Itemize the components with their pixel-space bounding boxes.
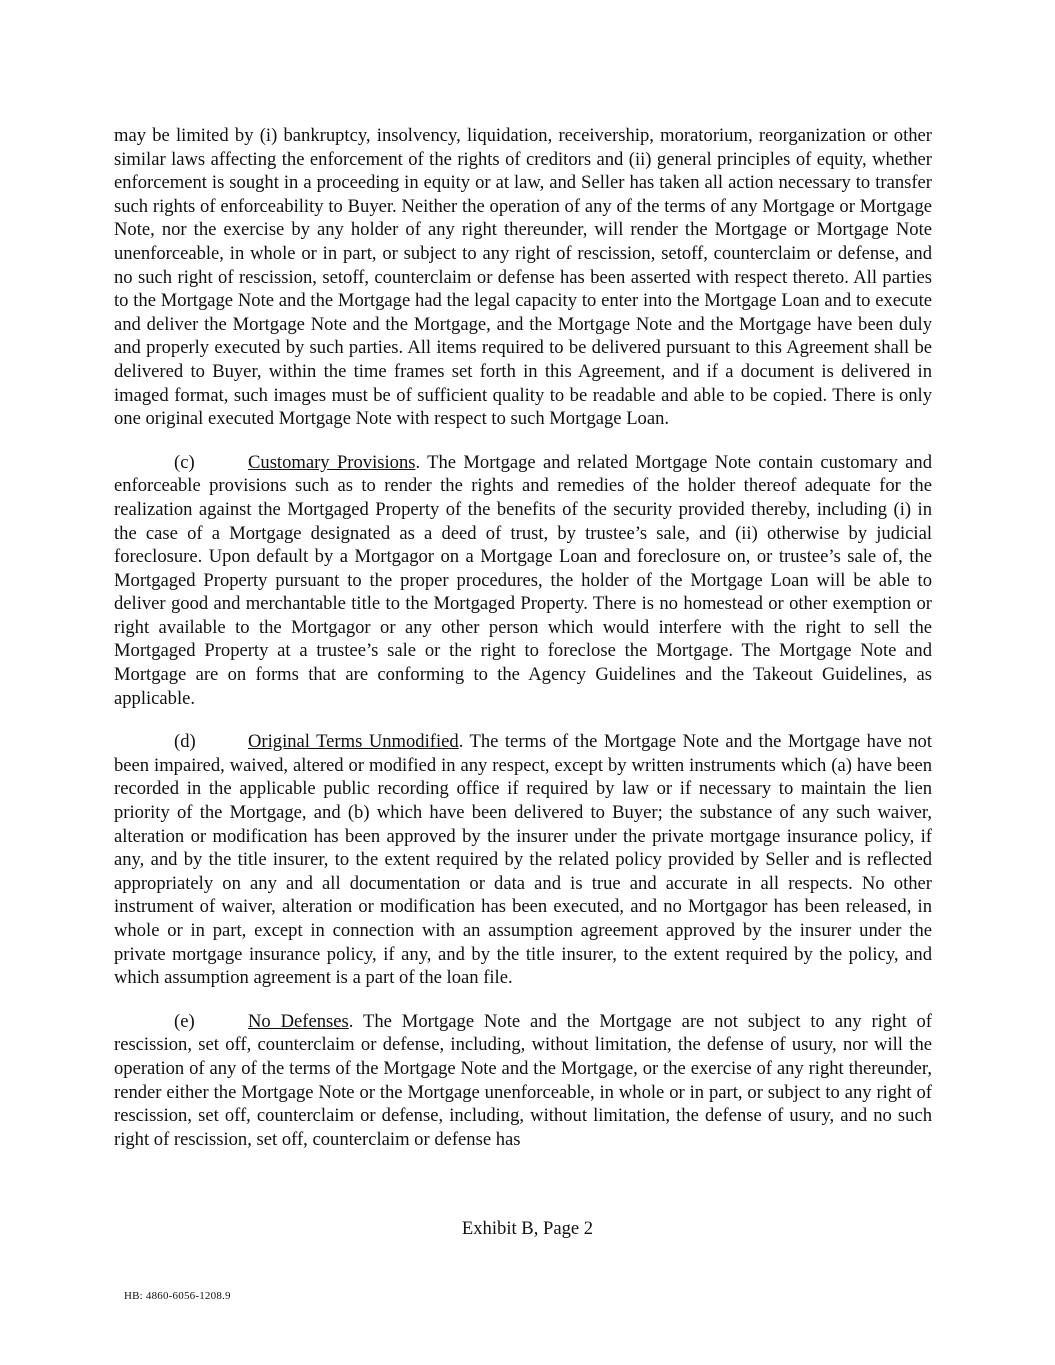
paragraph-customary-provisions [114, 451, 932, 711]
paragraph-number: (e) [174, 1010, 195, 1032]
paragraph-original-terms-unmodified [114, 730, 932, 990]
paragraph-number: (d) [174, 731, 196, 753]
paragraph-continued [114, 124, 932, 431]
page-footer-label: Exhibit B, Page 2 [461, 1218, 594, 1239]
document-body [114, 124, 932, 1151]
paragraph-heading: Customary Provisions [248, 451, 416, 473]
paragraph-text: . The Mortgage Note and the Mortgage are not subject to any right of rescission, set off, counterclaim or defense, including, without limitation, the defense of usury, nor will the operation of any of the terms of the Mortgage Note and the Mortgage, or the exercise of any right thereunder, render either the Mortgage Note or the Mortgage unenforceable, in whole or in part, or subject to any right of rescission, set off, counterclaim or defense, including, without limitation, the defense of usury, and no such right of rescission, set off, counterclaim or defense has [114, 1010, 932, 1150]
paragraph-text: . The terms of the Mortgage Note and the Mortgage have not been impaired, waived, altered or modified in any respect, except by written instruments which (a) have been recorded in the applicable public recording office if required by law or if necessary to maintain the lien priority of the Mortgage, and (b) which have been delivered to Buyer; the substance of any such waiver, alteration or modification has been approved by the insurer under the private mortgage insurance policy, if any, and by the title insurer, to the extent required by the related policy provided by Seller and is reflected appropriately on any and all documentation or data and is true and accurate in all respects. No other instrument of waiver, alteration or modification has been executed, and no Mortgagor has been released, in whole or in part, except in connection with an assumption agreement approved by the insurer under the private mortgage insurance policy, if any, and by the title insurer, to the extent required by the policy, and which assumption agreement is a part of the loan file. [114, 731, 932, 989]
paragraph-heading: Original Terms Unmodified [248, 731, 459, 753]
paragraph-text: may be limited by (i) bankruptcy, insolvency, liquidation, receivership, moratorium, reorganization or other similar laws affecting the enforcement of the rights of creditors and (ii) general principles of equity, whether enforcement is sought in a proceeding in equity or at law, and Seller has taken all action necessary to transfer such rights of enforceability to Buyer. Neither the operation of any of the terms of any Mortgage or Mortgage Note, nor the exercise by any holder of any right thereunder, will render the Mortgage or Mortgage Note unenforceable, in whole or in part, or subject to any right of rescission, setoff, counterclaim or defense, and no such right of rescission, setoff, counterclaim or defense has been asserted with respect thereto. All parties to the Mortgage Note and the Mortgage had the legal capacity to enter into the Mortgage Loan and to execute and deliver the Mortgage Note and the Mortgage, and the Mortgage Note and the Mortgage have been duly and properly executed by such parties. All items required to be delivered pursuant to this Agreement shall be delivered to Buyer, within the time frames set forth in this Agreement, and if a document is delivered in imaged format, such images must be of sufficient quality to be readable and able to be copied. There is only one original executed Mortgage Note with respect to such Mortgage Loan. [114, 125, 932, 430]
paragraph-no-defenses [114, 1010, 932, 1152]
paragraph-heading: No Defenses [248, 1010, 349, 1032]
document-id: HB: 4860-6056-1208.9 [124, 1290, 231, 1302]
paragraph-number: (c) [174, 451, 195, 473]
paragraph-text: . The Mortgage and related Mortgage Note contain customary and enforceable provisions such as to render the rights and remedies of the holder thereof adequate for the realization against the Mortgaged Property of the benefits of the security provided thereby, including (i) in the case of a Mortgage designated as a deed of trust, by trustee’s sale, and (ii) otherwise by judicial foreclosure. Upon default by a Mortgagor on a Mortgage Loan and foreclosure on, or trustee’s sale of, the Mortgaged Property pursuant to the proper procedures, the holder of the Mortgage Loan will be able to deliver good and merchantable title to the Mortgaged Property. There is no homestead or other exemption or right available to the Mortgagor or any other person which would interfere with the right to sell the Mortgaged Property at a trustee’s sale or the right to foreclose the Mortgage. The Mortgage Note and Mortgage are on forms that are conforming to the Agency Guidelines and the Takeout Guidelines, as applicable. [114, 451, 932, 709]
